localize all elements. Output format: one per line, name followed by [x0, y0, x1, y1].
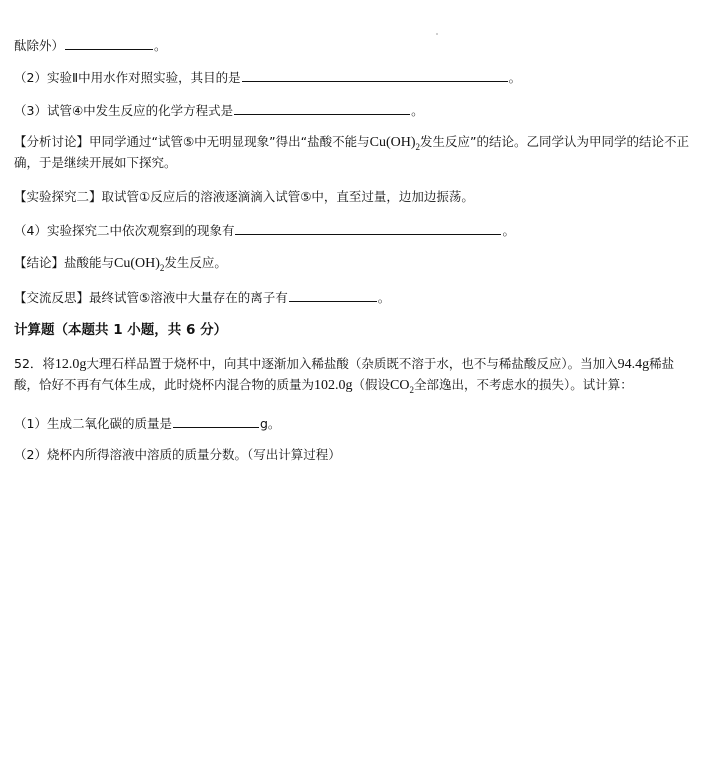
section-title: 计算题（本题共 1 小题，共 6 分） [14, 322, 228, 338]
mass-acid: 94.4g [617, 357, 650, 372]
formula-cuoh2: $Cu(OH)_2$ [369, 135, 421, 152]
formula-co2: $CO_2$ [390, 378, 414, 395]
question-52: 52．将12.0g大理石样品置于烧杯中，向其中逐渐加入稀盐酸（杂质既不溶于水，也不与稀盐酸反应）。当加入94.4g稀盐酸，恰好不再有气体生成，此时烧杯内混合物的质量为102.0g（假设$CO_2$全部逸出，不考虑水的损失）。试计算： [14, 356, 675, 395]
mass-mixture: 102.0g [314, 378, 353, 393]
answer-blank[interactable] [65, 37, 153, 50]
scan-speck [436, 33, 438, 35]
line-1: 酞除外） 。 [14, 38, 167, 53]
mass-sample: 12.0g [54, 357, 87, 372]
question-3: （3）试管④中发生反应的化学方程式是 。 [14, 103, 424, 118]
question-2: （2）实验Ⅱ中用水作对照实验，其目的是 。 [14, 70, 522, 85]
answer-blank[interactable] [173, 415, 259, 428]
experiment-2: 【实验探究二】取试管①反应后的溶液逐滴滴入试管⑤中，直至过量，边加边振荡。 [14, 189, 474, 204]
sub-question-2: （2）烧杯内所得溶液中溶质的质量分数。（写出计算过程） [14, 447, 341, 462]
reflection: 【交流反思】最终试管⑤溶液中大量存在的离子有 。 [14, 290, 391, 305]
answer-blank[interactable] [235, 222, 501, 235]
answer-blank[interactable] [289, 289, 377, 302]
sub-question-1: （1）生成二氧化碳的质量是 g。 [14, 416, 281, 431]
answer-blank[interactable] [234, 102, 410, 115]
formula-cuoh2: $Cu(OH)_2$ [114, 256, 165, 273]
answer-blank[interactable] [242, 69, 508, 82]
conclusion: 【结论】盐酸能与$Cu(OH)_2$发生反应。 [14, 255, 227, 273]
analysis-discussion: 【分析讨论】甲同学通过“试管⑤中无明显现象”得出“盐酸不能与$Cu(OH)_2$发生反应”的结论。乙同学认为甲同学的结论不正确，于是继续开展如下探究。 [14, 134, 690, 170]
question-4: （4）实验探究二中依次观察到的现象有 。 [14, 223, 515, 238]
